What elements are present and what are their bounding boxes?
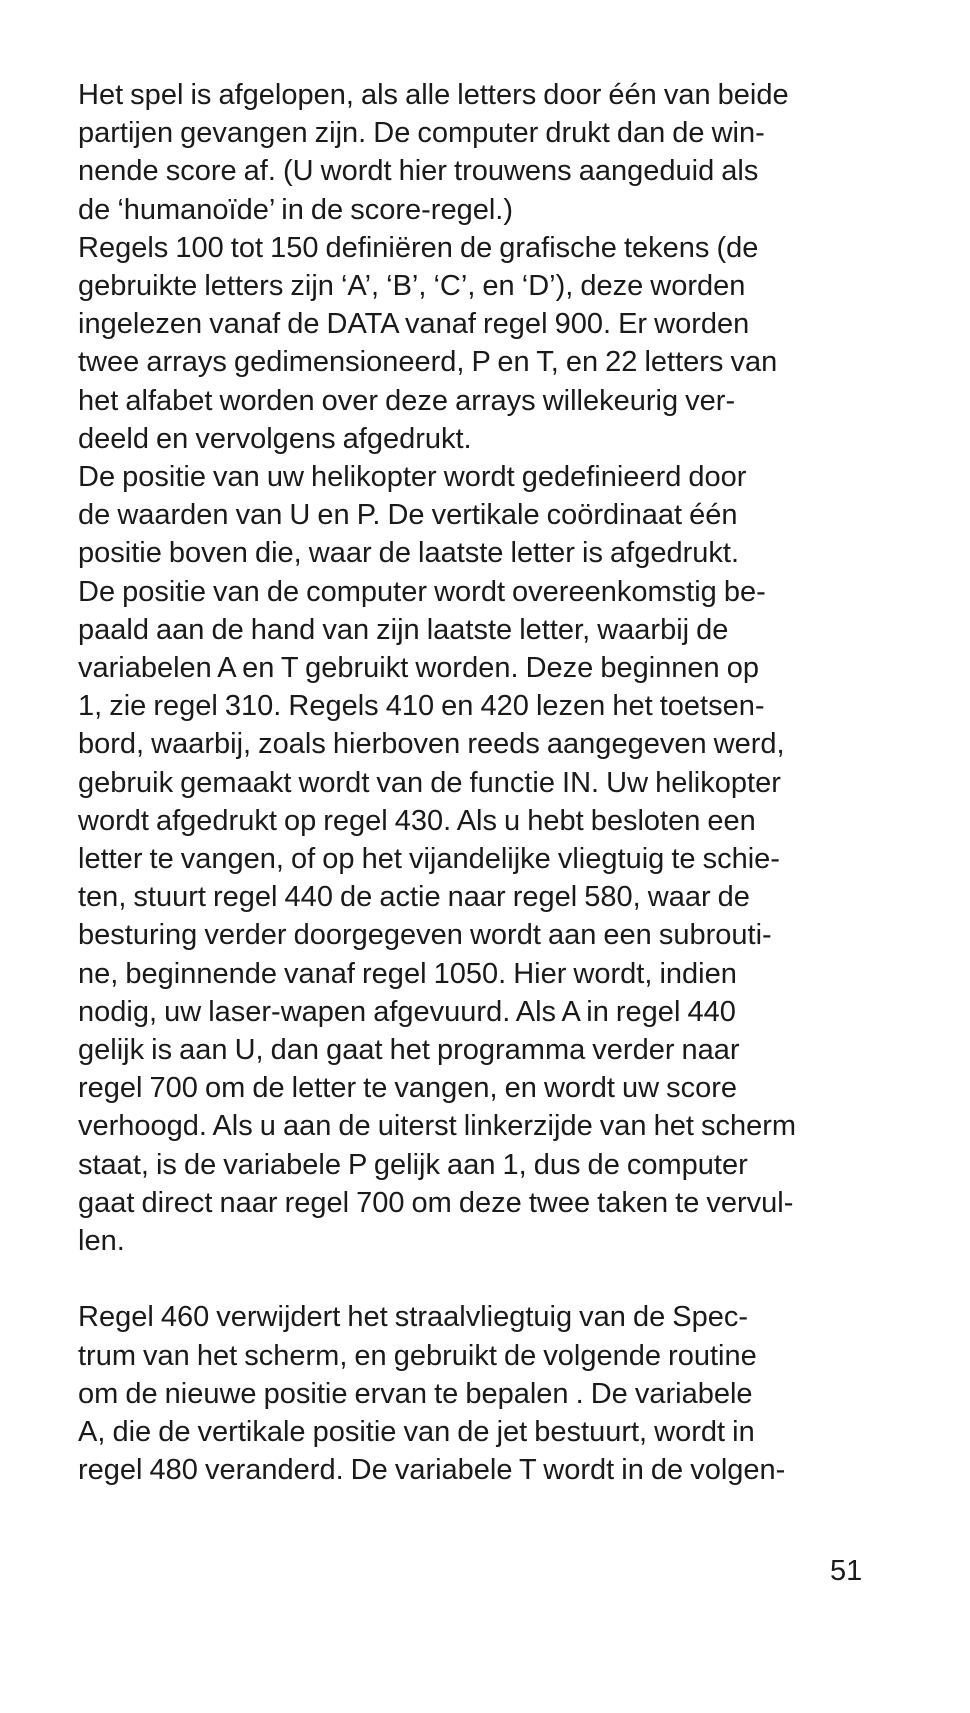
text-line: twee arrays gedimensioneerd, P en T, en 22 letters van xyxy=(78,346,778,379)
text-line: besturing verder doorgegeven wordt aan een subrouti- xyxy=(78,919,772,952)
text-line: bord, waarbij, zoals hierboven reeds aangegeven werd, xyxy=(78,728,785,761)
text-line: gelijk is aan U, dan gaat het programma verder naar xyxy=(78,1034,740,1067)
paragraph-3 xyxy=(78,458,878,1260)
text-line: paald aan de hand van zijn laatste letter, waarbij de xyxy=(78,613,729,646)
text-line: positie boven die, waar de laatste letter is afgedrukt. xyxy=(78,537,739,570)
text-line: ten, stuurt regel 440 de actie naar regel 580, waar de xyxy=(78,881,750,914)
text-line: wordt afgedrukt op regel 430. Als u hebt besloten een xyxy=(78,804,756,837)
text-line: len. xyxy=(78,1225,125,1258)
paragraph-2 xyxy=(78,229,878,458)
text-line: gebruikte letters zijn ‘A’, ‘B’, ‘C’, en ‘D’), deze worden xyxy=(78,270,746,303)
text-line: regel 480 veranderd. De variabele T wordt in de volgen- xyxy=(78,1454,786,1487)
text-line: deeld en vervolgens afgedrukt. xyxy=(78,422,472,455)
text-line: gaat direct naar regel 700 om deze twee taken te vervul- xyxy=(78,1186,794,1219)
text-line: trum van het scherm, en gebruikt de volgende routine xyxy=(78,1339,757,1372)
text-line: De positie van de computer wordt overeenkomstig be- xyxy=(78,575,766,608)
text-line: verhoogd. Als u aan de uiterst linkerzijde van het scherm xyxy=(78,1110,797,1143)
text-line: ingelezen vanaf de DATA vanaf regel 900. Er worden xyxy=(78,308,750,341)
text-line: variabelen A en T gebruikt worden. Deze beginnen op xyxy=(78,652,759,685)
text-line: de waarden van U en P. De vertikale coördinaat één xyxy=(78,499,738,532)
text-line: letter te vangen, of op het vijandelijke vliegtuig te schie- xyxy=(78,843,780,876)
text-line: de ‘humanoïde’ in de score-regel.) xyxy=(78,193,514,226)
text-line: Regels 100 tot 150 definiëren de grafische tekens (de xyxy=(78,231,759,264)
text-line: staat, is de variabele P gelijk aan 1, dus de computer xyxy=(78,1148,748,1181)
text-line: het alfabet worden over deze arrays willekeurig ver- xyxy=(78,384,736,417)
text-line: 1, zie regel 310. Regels 410 en 420 lezen het toetsen- xyxy=(78,690,765,723)
text-line: ne, beginnende vanaf regel 1050. Hier wordt, indien xyxy=(78,957,737,990)
paragraph-4 xyxy=(78,1298,878,1489)
page-body xyxy=(78,76,878,1489)
text-line: nodig, uw laser-wapen afgevuurd. Als A in regel 440 xyxy=(78,995,736,1028)
text-line: Het spel is afgelopen, als alle letters door één van beide xyxy=(78,79,789,111)
text-line: nende score af. (U wordt hier trouwens aangeduid als xyxy=(78,155,759,188)
page-number: 51 xyxy=(830,1555,863,1587)
text-line: gebruik gemaakt wordt van de functie IN. Uw helikopter xyxy=(78,766,781,799)
text-line: regel 700 om de letter te vangen, en wordt uw score xyxy=(78,1072,737,1105)
text-line: De positie van uw helikopter wordt gedefinieerd door xyxy=(78,461,747,494)
text-line: Regel 460 verwijdert het straalvliegtuig van de Spec- xyxy=(78,1301,749,1334)
paragraph-1 xyxy=(78,76,878,229)
text-line: om de nieuwe positie ervan te bepalen . De variabele xyxy=(78,1377,753,1410)
text-line: partijen gevangen zijn. De computer drukt dan de win- xyxy=(78,117,765,150)
paragraph-spacer xyxy=(78,1260,878,1298)
text-line: A, die de vertikale positie van de jet bestuurt, wordt in xyxy=(78,1415,755,1448)
